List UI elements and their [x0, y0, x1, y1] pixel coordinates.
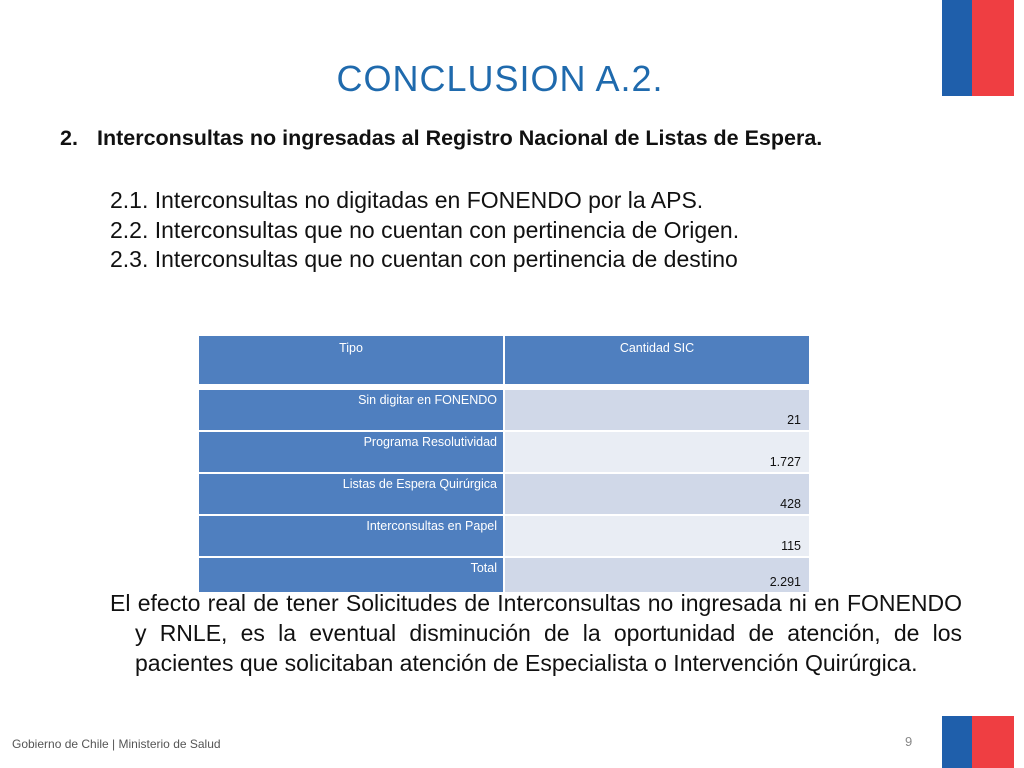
row-tipo: Programa Resolutividad [199, 432, 503, 472]
heading-number: 2. [60, 126, 78, 150]
subitem: 2.1. Interconsultas no digitadas en FONENDO por la APS. [110, 187, 704, 213]
footer-text: Gobierno de Chile | Ministerio de Salud [12, 737, 221, 751]
row-tipo: Listas de Espera Quirúrgica [199, 474, 503, 514]
chile-flag-bottom [942, 716, 1014, 768]
column-header-cantidad: Cantidad SIC [505, 336, 809, 384]
row-cantidad: 1.727 [505, 432, 809, 472]
row-cantidad: 115 [505, 516, 809, 556]
section-heading [60, 126, 822, 151]
table-row-total [199, 558, 809, 592]
slide-title: CONCLUSION A.2. [336, 58, 664, 99]
row-tipo: Total [199, 558, 503, 592]
table-row [199, 474, 809, 514]
row-cantidad: 21 [505, 390, 809, 430]
column-header-tipo: Tipo [199, 336, 503, 384]
flag-red-band [972, 716, 1014, 768]
conclusion-paragraph [110, 588, 962, 678]
heading-text: Interconsultas no ingresadas al Registro Nacional de Listas de Espera. [97, 126, 823, 150]
flag-blue-band [942, 716, 972, 768]
table-row [199, 432, 809, 472]
subitem: 2.3. Interconsultas que no cuentan con pertinencia de destino [110, 246, 738, 272]
table-row [199, 390, 809, 430]
row-cantidad: 2.291 [505, 558, 809, 592]
row-tipo: Sin digitar en FONENDO [199, 390, 503, 430]
row-cantidad: 428 [505, 474, 809, 514]
page-number: 9 [905, 734, 913, 749]
subitem: 2.2. Interconsultas que no cuentan con pertinencia de Origen. [110, 216, 740, 243]
paragraph-text: El efecto real de tener Solicitudes de Interconsultas no ingresada ni en FONENDO y RNLE, es la eventual disminución de la oportunidad de atención, de los pacientes que solicitaban atención de Especialista o Intervención Quirúrgica. [110, 590, 962, 676]
sic-table [197, 334, 811, 594]
table-row [199, 516, 809, 556]
row-tipo: Interconsultas en Papel [199, 516, 503, 556]
subitem-list [110, 186, 739, 275]
